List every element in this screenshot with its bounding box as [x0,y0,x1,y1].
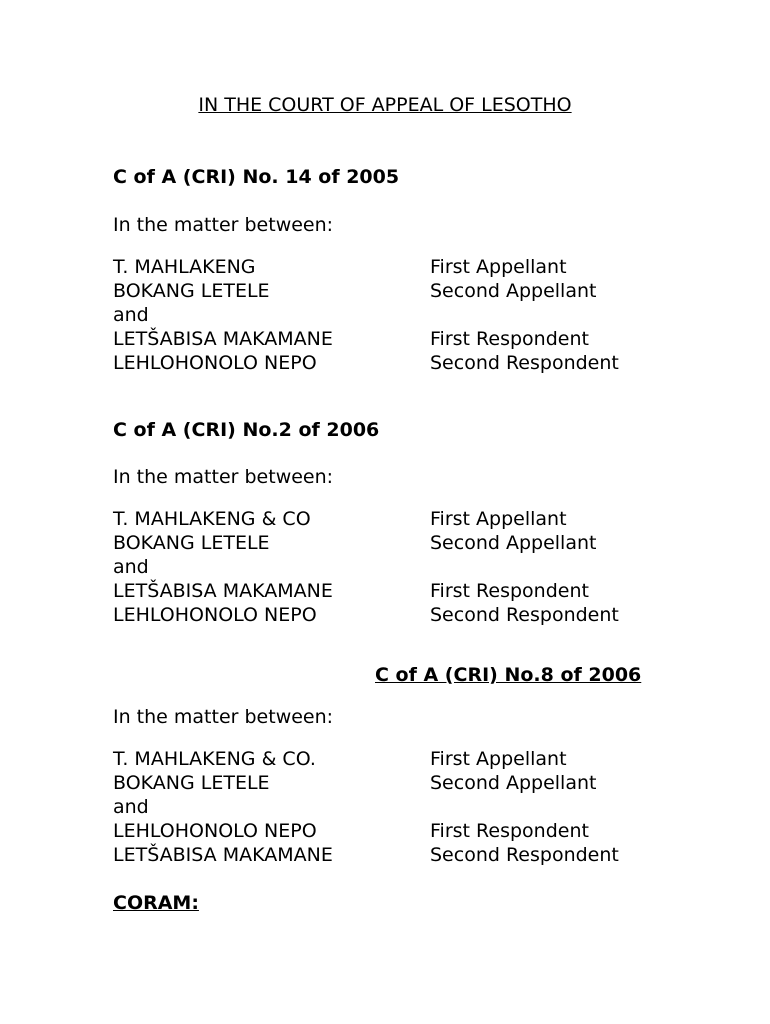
party-name: BOKANG LETELE [113,772,270,794]
coram-heading: CORAM: [113,892,199,914]
party-name: T. MAHLAKENG & CO. [113,748,316,770]
party-role: Second Appellant [430,280,597,302]
party-name: LETŠABISA MAKAMANE [113,580,333,602]
party-role: First Respondent [430,580,589,602]
case-heading-3: C of A (CRI) No.8 of 2006 [375,664,642,686]
case-heading-2: C of A (CRI) No.2 of 2006 [113,419,380,441]
parties-list-1 [113,255,673,375]
party-name: BOKANG LETELE [113,280,270,302]
matter-intro-2: In the matter between: [113,466,334,488]
party-row [113,603,673,627]
party-row [113,303,673,327]
party-row [113,555,673,579]
party-role: First Respondent [430,820,589,842]
party-row [113,351,673,375]
matter-intro-3: In the matter between: [113,706,334,728]
party-name: LETŠABISA MAKAMANE [113,844,333,866]
party-role: Second Respondent [430,604,619,626]
and-separator: and [113,796,149,818]
party-role: Second Respondent [430,844,619,866]
party-role: Second Appellant [430,532,597,554]
case-heading-1: C of A (CRI) No. 14 of 2005 [113,166,400,188]
parties-list-2 [113,507,673,627]
party-row [113,531,673,555]
court-title: IN THE COURT OF APPEAL OF LESOTHO [198,94,572,116]
party-role: First Appellant [430,748,567,770]
party-row [113,507,673,531]
party-role: Second Appellant [430,772,597,794]
party-name: LEHLOHONOLO NEPO [113,604,317,626]
party-row [113,279,673,303]
party-role: First Respondent [430,328,589,350]
party-role: First Appellant [430,508,567,530]
party-role: First Appellant [430,256,567,278]
party-name: BOKANG LETELE [113,532,270,554]
party-row [113,795,673,819]
party-row [113,771,673,795]
and-separator: and [113,304,149,326]
parties-list-3 [113,747,673,867]
party-name: LETŠABISA MAKAMANE [113,328,333,350]
and-separator: and [113,556,149,578]
party-row [113,255,673,279]
party-row [113,579,673,603]
party-row [113,327,673,351]
party-name: LEHLOHONOLO NEPO [113,820,317,842]
party-name: T. MAHLAKENG [113,256,256,278]
party-row [113,843,673,867]
party-name: LEHLOHONOLO NEPO [113,352,317,374]
party-row [113,819,673,843]
matter-intro-1: In the matter between: [113,214,334,236]
party-name: T. MAHLAKENG & CO [113,508,311,530]
party-row [113,747,673,771]
party-role: Second Respondent [430,352,619,374]
